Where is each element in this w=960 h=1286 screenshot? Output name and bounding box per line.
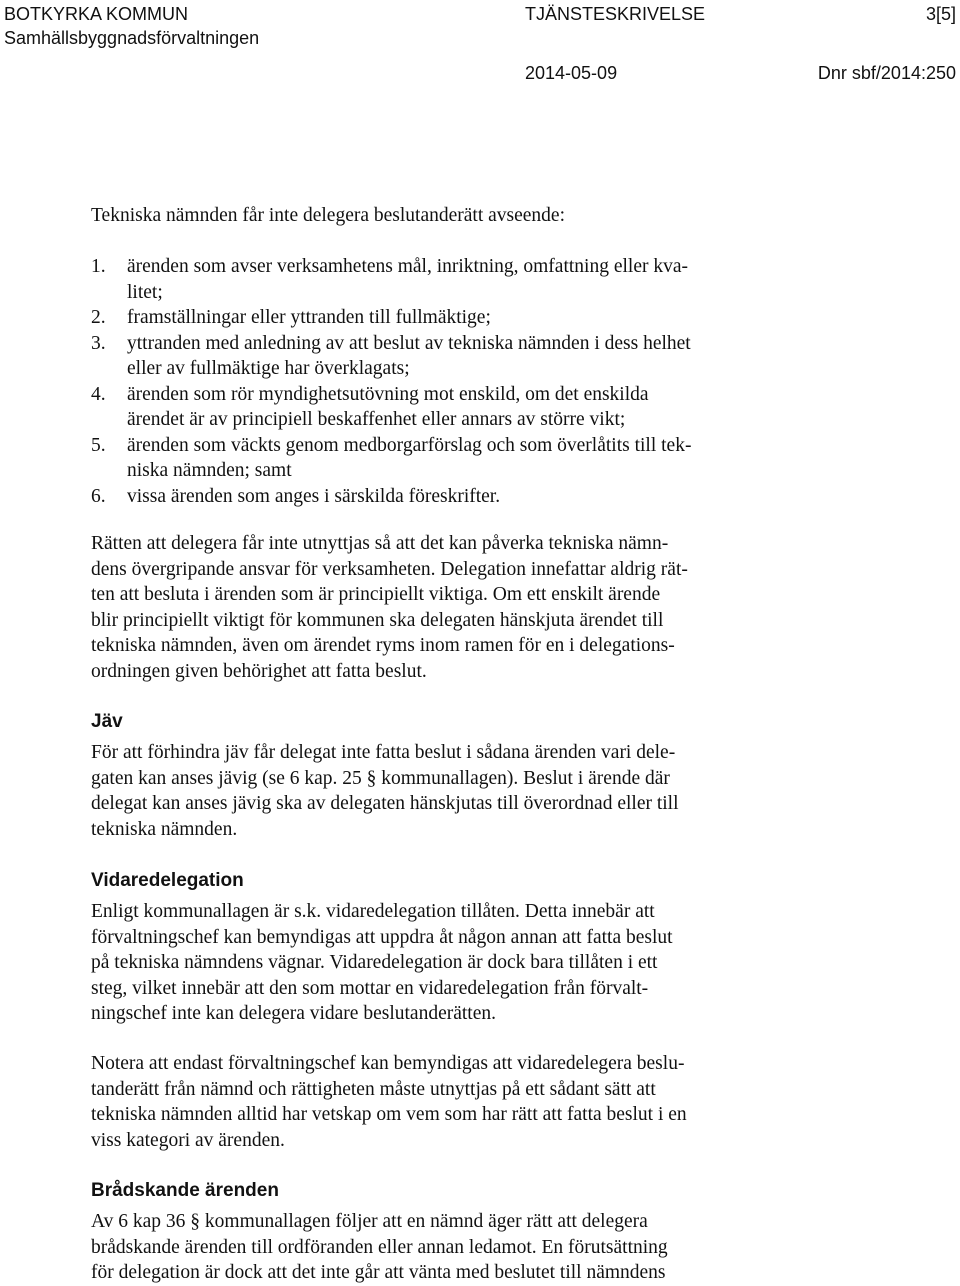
- text-line: för delegation är dock att det inte går att vänta med beslutet till nämndens: [91, 1262, 666, 1283]
- list-item: [91, 254, 811, 305]
- list-item: [91, 433, 811, 484]
- document-type: TJÄNSTESKRIVELSE: [525, 4, 706, 24]
- text-line: delegat kan anses jävig ska av delegaten hänskjutas till överordnad eller till: [91, 793, 679, 814]
- document-date: 2014-05-09: [525, 63, 618, 83]
- section-heading-bradskande: Brådskande ärenden: [91, 1180, 279, 1201]
- section-heading-vidaredelegation: Vidaredelegation: [91, 870, 244, 891]
- text-line: förvaltningschef kan bemyndigas att uppdra åt någon annan att fatta beslut: [91, 926, 673, 948]
- page-number: 3[5]: [925, 4, 956, 24]
- text-line: Notera att endast förvaltningschef kan bemyndigas att vidaredelegera beslu-: [91, 1053, 685, 1074]
- list-line: vissa ärenden som anges i särskilda föreskrifter.: [127, 485, 501, 507]
- text-line: tanderätt från nämnd och rättigheten måste utnyttjas på ett sådant sätt att: [91, 1078, 656, 1100]
- registration-number: Dnr sbf/2014:250: [817, 63, 956, 83]
- list-line: ärendet är av principiell beskaffenhet eller annars av större vikt;: [127, 409, 626, 430]
- text-line: ordningen given behörighet att fatta beslut.: [91, 660, 427, 682]
- text-line: ningschef inte kan delegera vidare beslutanderätten.: [91, 1003, 496, 1024]
- list-item: [91, 331, 811, 382]
- list-number: 2.: [91, 307, 106, 328]
- list-item: [91, 484, 811, 510]
- text-line: tekniska nämnden alltid har vetskap om vem som har rätt att fatta beslut i en: [91, 1104, 687, 1125]
- text-line: Av 6 kap 36 § kommunallagen följer att en nämnd äger rätt att delegera: [91, 1211, 648, 1232]
- text-line: viss kategori av ärenden.: [91, 1129, 285, 1151]
- department-name: Samhällsbyggnadsförvaltningen: [4, 28, 260, 48]
- vidaredelegation-paragraph: [91, 899, 811, 1027]
- vidaredelegation-note: [91, 1051, 811, 1153]
- text-line: tekniska nämnden.: [91, 818, 238, 840]
- list-line: ärenden som väckts genom medborgarförslag och som överlåtits till tek-: [127, 434, 692, 456]
- intro-line: Tekniska nämnden får inte delegera beslutanderätt avseende:: [91, 205, 566, 226]
- text-line: gaten kan anses jävig (se 6 kap. 25 § kommunallagen). Beslut i ärende där: [91, 767, 670, 789]
- org-name: BOTKYRKA KOMMUN: [4, 4, 189, 24]
- list-line: ärenden som avser verksamhetens mål, inriktning, omfattning eller kva-: [127, 256, 688, 277]
- list-line: niska nämnden; samt: [127, 460, 292, 481]
- list-item: [91, 382, 811, 433]
- list-number: 4.: [91, 383, 106, 405]
- bradskande-paragraph: [91, 1209, 811, 1286]
- list-line: framställningar eller yttranden till fullmäktige;: [127, 307, 491, 328]
- text-line: på tekniska nämndens vägnar. Vidaredelegation är dock bara tillåten i ett: [91, 952, 658, 973]
- list-number: 5.: [91, 434, 106, 456]
- text-line: Rätten att delegera får inte utnyttjas så att det kan påverka tekniska nämn-: [91, 533, 669, 554]
- section-heading-jav: Jäv: [91, 711, 123, 732]
- text-line: blir principiellt viktigt för kommunen ska delegaten hänskjuta ärendet till: [91, 609, 664, 631]
- restriction-list: [91, 254, 811, 509]
- intro-text: [91, 203, 811, 229]
- delegation-paragraph: [91, 531, 811, 684]
- list-line: litet;: [127, 281, 163, 303]
- text-line: För att förhindra jäv får delegat inte fatta beslut i sådana ärenden vari dele-: [91, 742, 676, 763]
- text-line: steg, vilket innebär att den som mottar en vidaredelegation från förvalt-: [91, 977, 649, 999]
- list-item: [91, 305, 811, 331]
- jav-paragraph: [91, 740, 811, 842]
- list-number: 3.: [91, 332, 106, 354]
- list-number: 1.: [91, 256, 106, 277]
- list-number: 6.: [91, 485, 106, 507]
- text-line: ten att besluta i ärenden som är principiellt viktiga. Om ett enskilt ärende: [91, 584, 661, 605]
- list-line: ärenden som rör myndighetsutövning mot enskild, om det enskilda: [127, 383, 649, 405]
- list-line: eller av fullmäktige har överklagats;: [127, 358, 410, 379]
- text-line: tekniska nämnden, även om ärendet ryms inom ramen för en i delegations-: [91, 635, 675, 656]
- text-line: dens övergripande ansvar för verksamheten. Delegation innefattar aldrig rät-: [91, 558, 688, 580]
- text-line: brådskande ärenden till ordföranden eller annan ledamot. En förutsättning: [91, 1236, 668, 1258]
- list-line: yttranden med anledning av att beslut av tekniska nämnden i dess helhet: [127, 332, 691, 354]
- text-line: Enligt kommunallagen är s.k. vidaredelegation tillåten. Detta innebär att: [91, 901, 655, 922]
